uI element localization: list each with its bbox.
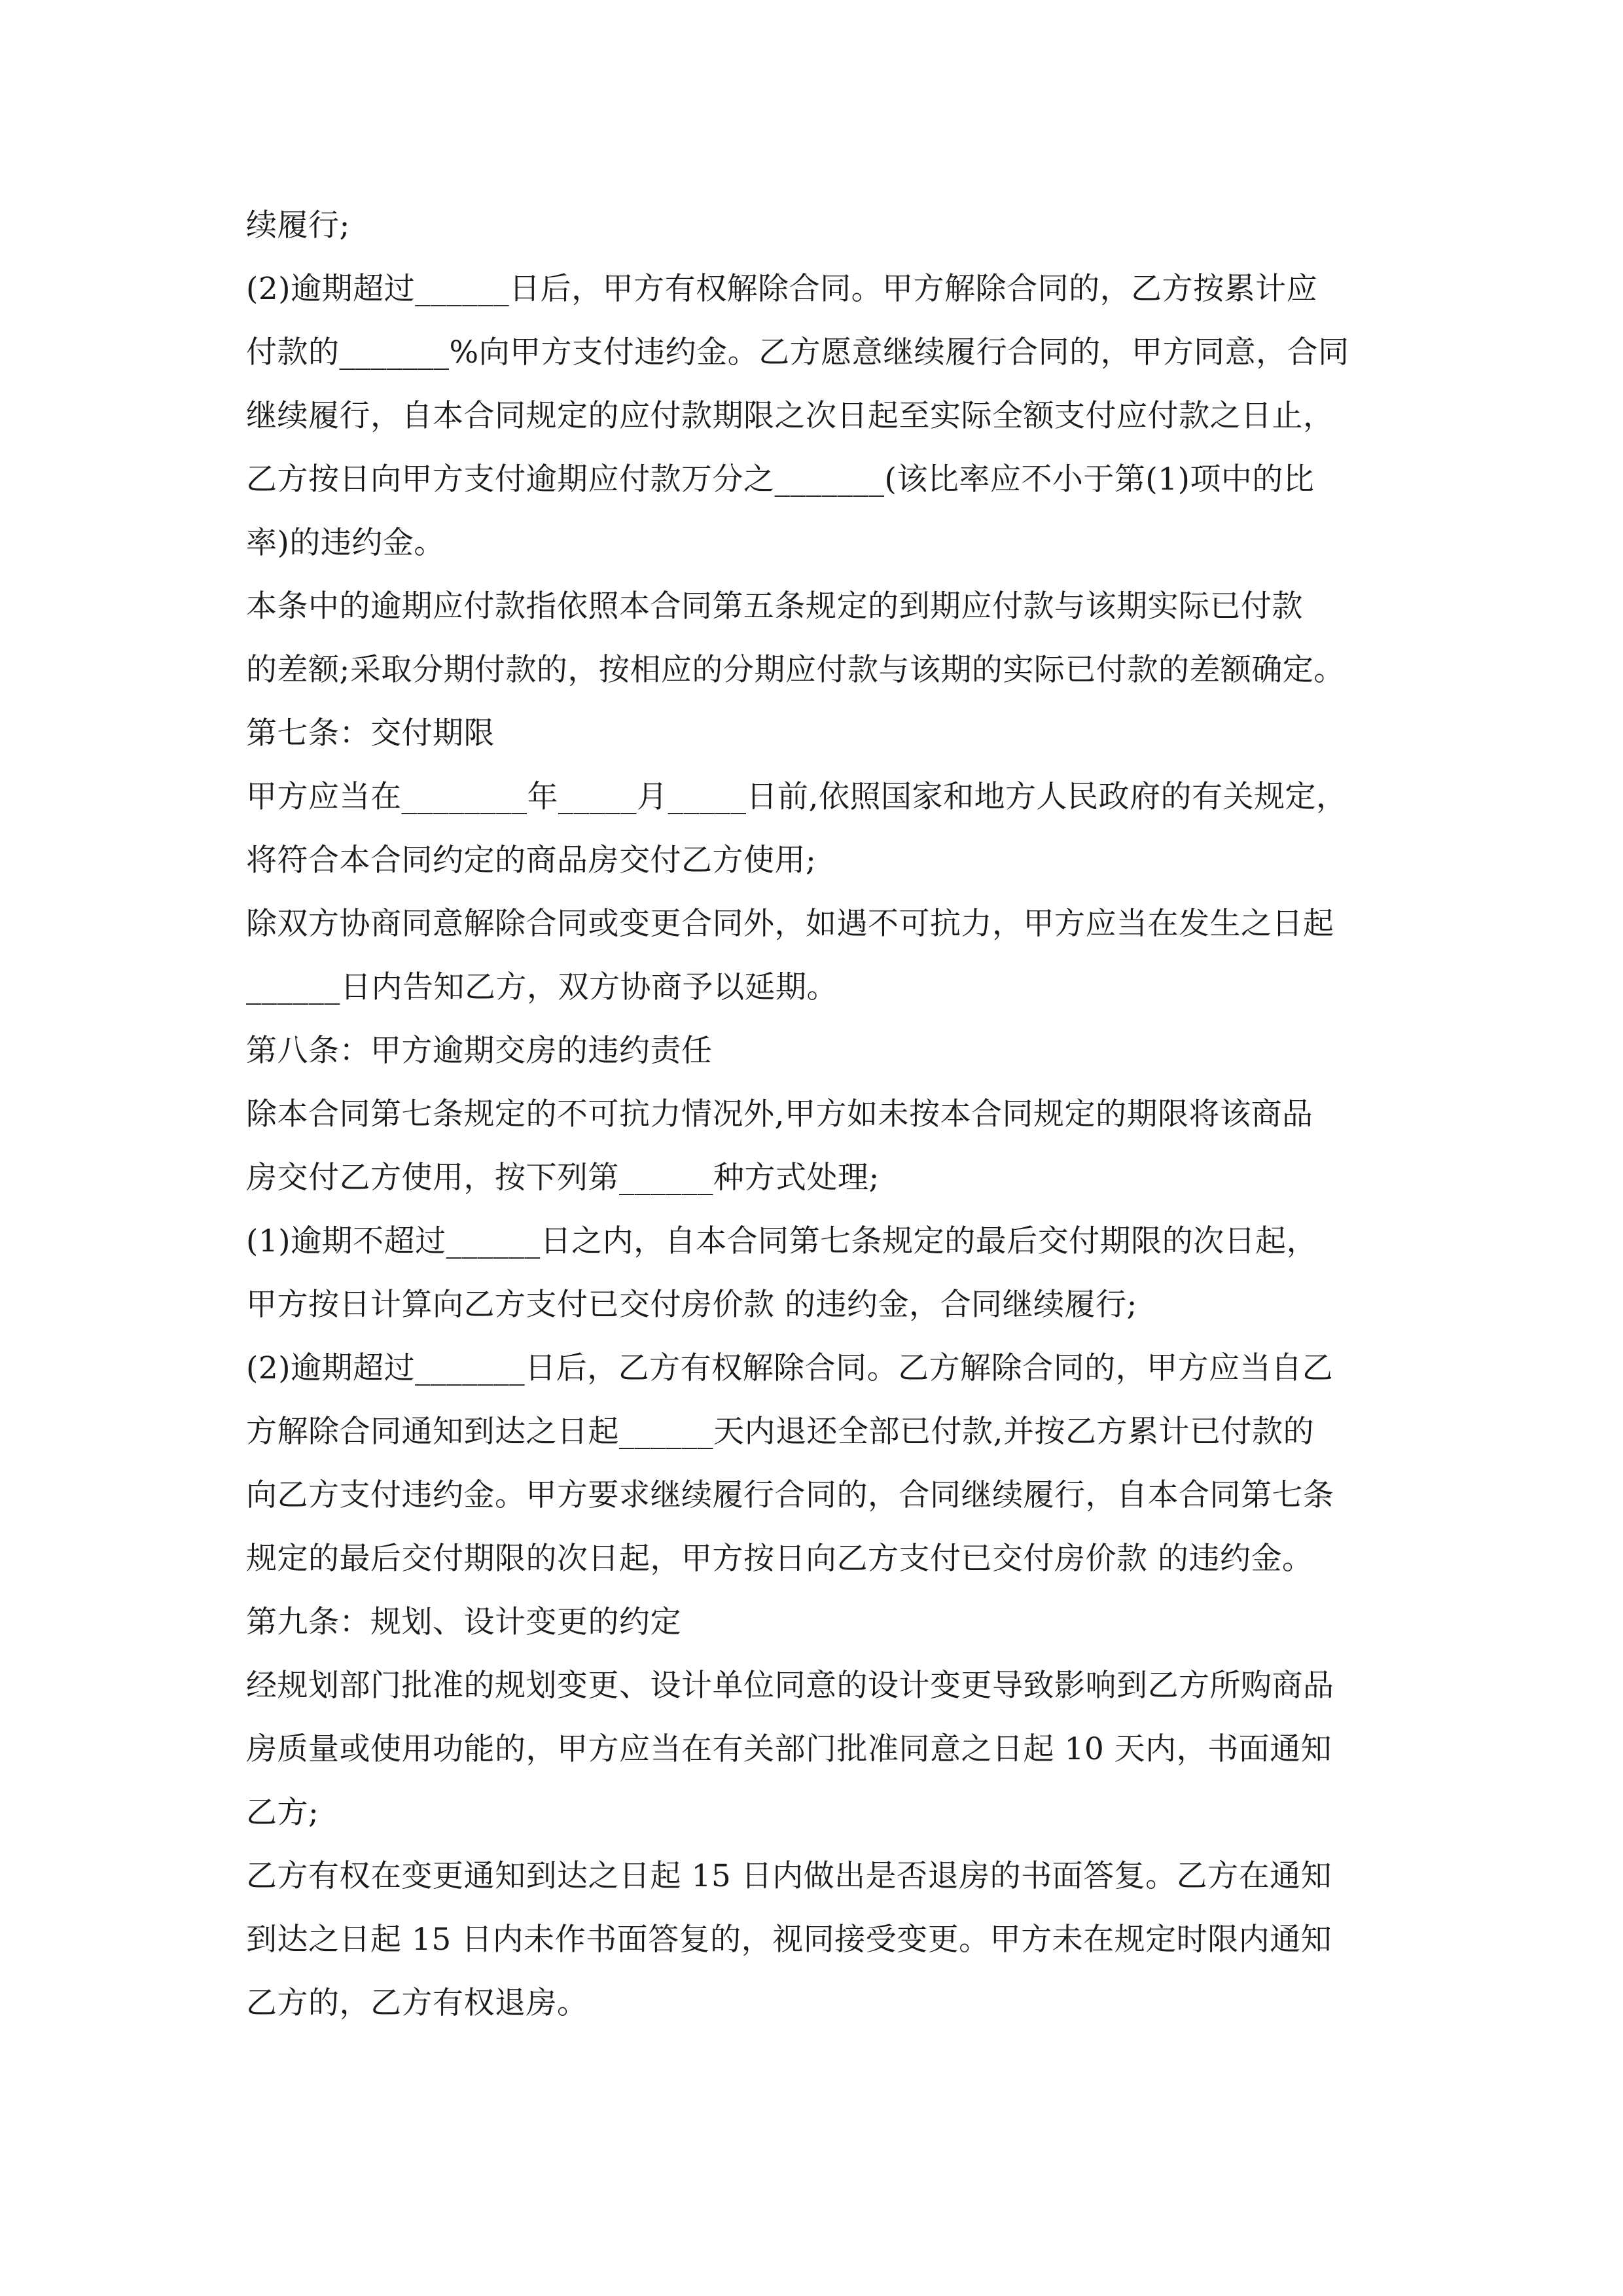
text-line: 到达之日起 15 日内未作书面答复的，视同接受变更。甲方未在规定时限内通知 (246, 1922, 1332, 1958)
section-heading: 第七条：交付期限 (246, 715, 495, 751)
text-line: 向乙方支付违约金。甲方要求继续履行合同的，合同继续履行，自本合同第七条 (246, 1477, 1334, 1513)
text-line: 甲方应当在________年_____月_____日前,依照国家和地方人民政府的有关规定， (246, 779, 1347, 815)
text-line: 乙方的，乙方有权退房。 (246, 1985, 588, 2021)
text-line: 规定的最后交付期限的次日起，甲方按日向乙方支付已交付房价款 的违约金。 (246, 1541, 1313, 1577)
text-line: 将符合本合同约定的商品房交付乙方使用; (246, 842, 817, 878)
text-line: (2)逾期超过_______日后，乙方有权解除合同。乙方解除合同的，甲方应当自乙 (246, 1350, 1334, 1386)
text-line: 房质量或使用功能的，甲方应当在有关部门批准同意之日起 10 天内，书面通知 (246, 1731, 1332, 1767)
text-line: (1)逾期不超过______日之内，自本合同第七条规定的最后交付期限的次日起， (246, 1223, 1318, 1259)
text-line: 房交付乙方使用，按下列第______种方式处理; (246, 1160, 880, 1196)
text-line: 乙方; (246, 1795, 319, 1831)
text-line: 本条中的逾期应付款指依照本合同第五条规定的到期应付款与该期实际已付款 (246, 588, 1303, 624)
section-heading: 第八条：甲方逾期交房的违约责任 (246, 1033, 713, 1069)
section-heading: 第九条：规划、设计变更的约定 (246, 1604, 681, 1640)
text-line: 甲方按日计算向乙方支付已交付房价款 的违约金，合同继续履行; (246, 1287, 1137, 1323)
text-line: 乙方有权在变更通知到达之日起 15 日内做出是否退房的书面答复。乙方在通知 (246, 1858, 1332, 1894)
document-body (246, 194, 1385, 2035)
text-line: (2)逾期超过______日后，甲方有权解除合同。甲方解除合同的，乙方按累计应 (246, 271, 1318, 307)
text-line: 方解除合同通知到达之日起______天内退还全部已付款,并按乙方累计已付款的 (246, 1414, 1314, 1450)
text-line: 续履行; (246, 207, 350, 243)
text-line: 继续履行，自本合同规定的应付款期限之次日起至实际全额支付应付款之日止， (246, 398, 1334, 434)
text-line: 乙方按日向甲方支付逾期应付款万分之_______(该比率应不小于第(1)项中的比 (246, 461, 1315, 497)
text-line: ______日内告知乙方，双方协商予以延期。 (246, 969, 838, 1005)
text-line: 率)的违约金。 (246, 525, 445, 561)
text-line: 除双方协商同意解除合同或变更合同外，如遇不可抗力，甲方应当在发生之日起 (246, 906, 1334, 942)
text-line: 除本合同第七条规定的不可抗力情况外,甲方如未按本合同规定的期限将该商品 (246, 1096, 1313, 1132)
text-line: 的差额;采取分期付款的，按相应的分期应付款与该期的实际已付款的差额确定。 (246, 652, 1345, 688)
text-line: 付款的_______%向甲方支付违约金。乙方愿意继续履行合同的，甲方同意，合同 (246, 334, 1349, 370)
text-line: 经规划部门批准的规划变更、设计单位同意的设计变更导致影响到乙方所购商品 (246, 1668, 1334, 1704)
